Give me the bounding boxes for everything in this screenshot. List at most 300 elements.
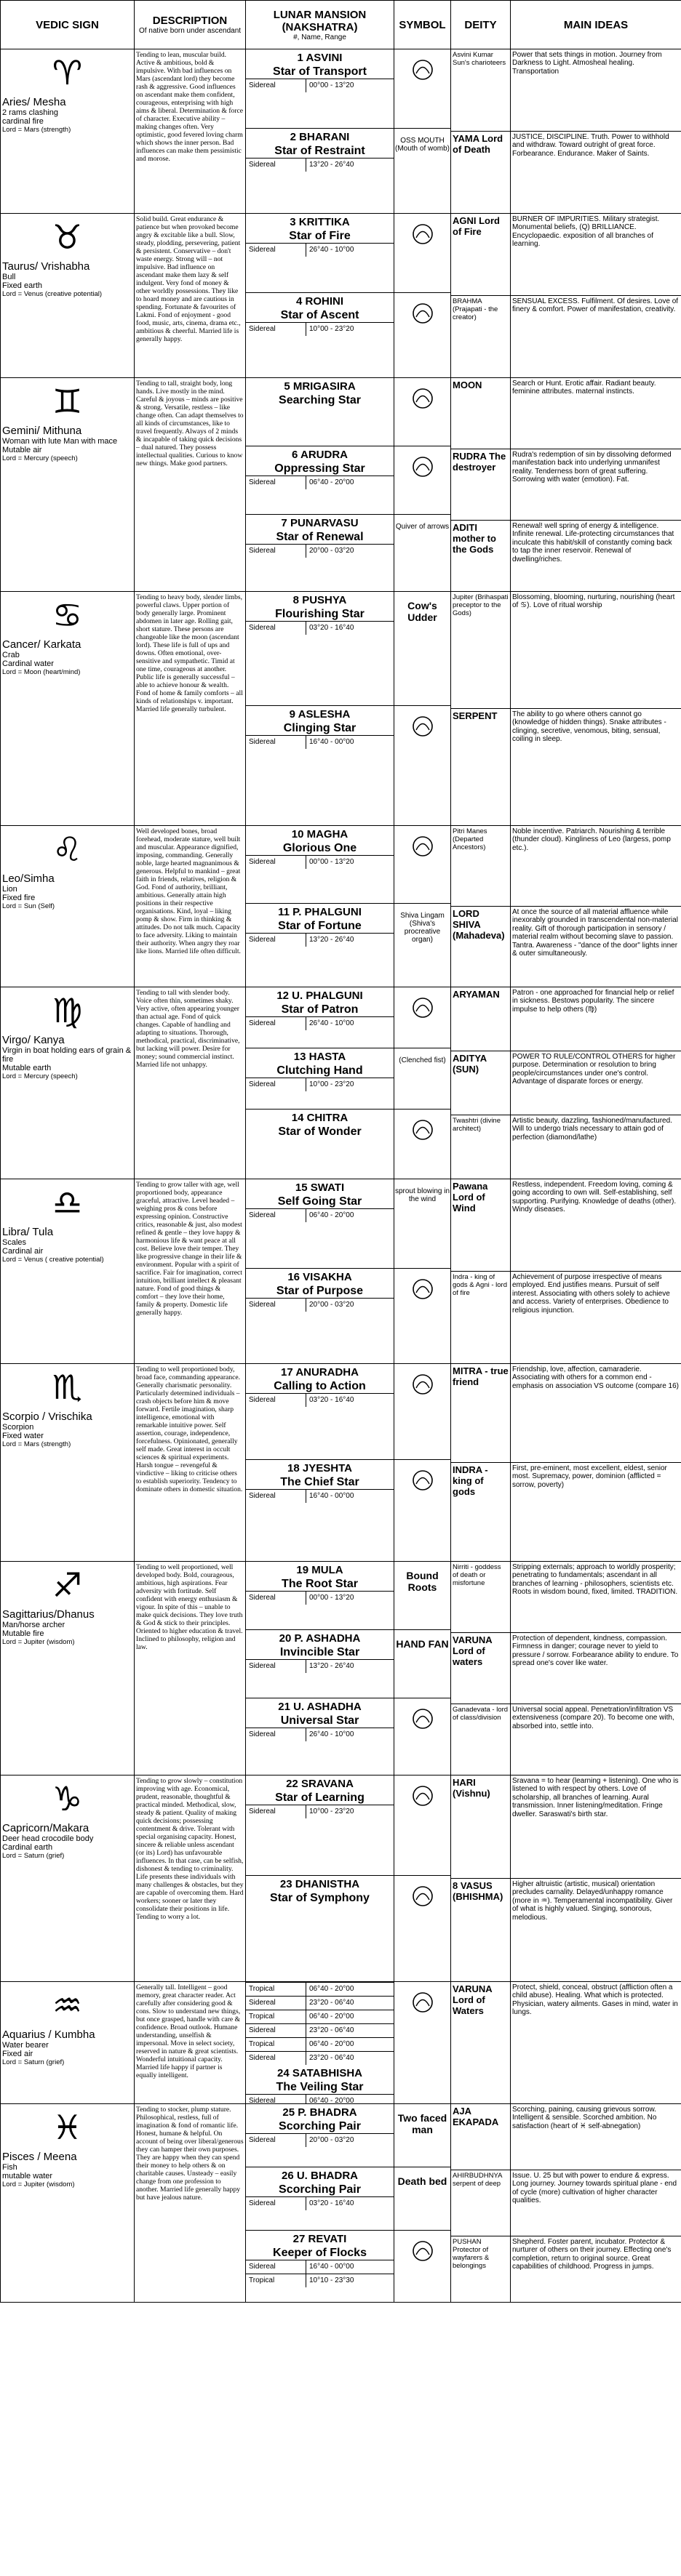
sign-cell xyxy=(1,1364,135,1562)
nakshatra-main-ideas: JUSTICE, DISCIPLINE. Truth. Power to withhold and withdraw. Toward outright of great force. Forbearance. Endurance. Maker of Saints. xyxy=(512,133,669,158)
nakshatra-symbol xyxy=(394,293,450,372)
symbol-cell xyxy=(394,49,451,214)
sign-cell xyxy=(1,214,135,378)
nakshatra-title: Clinging Star xyxy=(283,722,357,734)
nakshatra-name xyxy=(246,2231,394,2246)
nakshatra-deity: MOON xyxy=(451,378,510,449)
sidereal-label: Sidereal xyxy=(246,2024,306,2037)
nakshatra-name xyxy=(246,987,394,1003)
nakshatra-main-ideas: At once the source of all material affluence while inexorably grounded in transcendental non-material reality. Gift of thorough participation in sensory / material realm without becoming slave to passion. Tantra. Awareness - "dance of the door" lights inner & outer simultaneously. xyxy=(512,908,678,958)
main-ideas-cell xyxy=(511,1179,681,1364)
nakshatra-number: 2 xyxy=(290,131,296,143)
tropical-label: Tropical xyxy=(246,2038,306,2051)
nakshatra-symbol xyxy=(394,1460,450,1555)
symbol-drawing-icon xyxy=(394,452,450,483)
deity-cell xyxy=(451,1775,511,1982)
sidereal-value: 06°40 - 20°00 xyxy=(309,2097,354,2104)
nakshatra-deity: PUSHAN Protector of wayfarers & belongings xyxy=(453,2238,490,2270)
symbol-caption: Death bed xyxy=(397,2175,447,2187)
nakshatra-name xyxy=(246,1460,394,1475)
nakshatra-cell xyxy=(246,1179,394,1364)
description-cell: Tending to grow slowly – constitution improving with age. Economical, prudent, reasonable, thoughtful & practical minded. Methodical, slow, steady & patient. Quality of making quick decisions; possessing contentment & drive. Tolerant with special organising capacity. Honest, sincere & reliable unless ascendant (or its) Lord) has unfavourable influences. In that case, can be selfish, dishonest & tending to criminality. Life presents these individuals with many challenges & obstacles, but they are capable of overcoming them. Hard workers; sooner or later they consolidate their positions in life. Tending to worry a lot. xyxy=(135,1775,246,1982)
nakshatra-entry xyxy=(246,987,394,1048)
symbol-caption: Two faced man xyxy=(397,2112,447,2135)
nakshatra-title: The Chief Star xyxy=(280,1476,359,1488)
sidereal-label: Sidereal xyxy=(246,323,306,336)
symbol-drawing-icon xyxy=(394,993,450,1024)
sign-element: Mutable air xyxy=(2,446,42,454)
sidereal-value: 16°40 - 00°00 xyxy=(309,2263,354,2271)
nakshatra-entry xyxy=(246,1775,394,1876)
zodiac-glyph-icon: ♎ xyxy=(52,1184,83,1221)
nakshatra-deity: 8 VASUS (BHISHMA) xyxy=(453,1880,503,1902)
sign-cell xyxy=(1,987,135,1179)
sidereal-label: Sidereal xyxy=(246,1490,306,1503)
sign-name: Gemini/ Mithuna xyxy=(2,425,82,437)
sidereal-value: 13°20 - 26°40 xyxy=(309,936,354,944)
description-cell: Tending to lean, muscular build. Active & ambitious, bold & impulsive. With bad influences on Mars (ascendant lord) they become rash & aggressive. Good influences on ascendant make them confident, courageous, enterprising with high aims & liberal. Determination & force of character. Executive ability – making changes often. Very optimistic, good fevered loving charm which shows the inner person. Bad influences can make them pessimistic and morose. xyxy=(135,49,246,214)
nakshatra-entry xyxy=(246,1630,394,1698)
nakshatra-entry xyxy=(246,1982,394,2104)
nakshatra-deity: HARI (Vishnu) xyxy=(451,1775,510,1879)
nakshatra-deity: LORD SHIVA (Mahadeva) xyxy=(453,908,505,941)
sign-name: Aquarius / Kumbha xyxy=(2,2029,95,2041)
symbol-cell xyxy=(394,826,451,987)
nakshatra-label: ASVINI xyxy=(306,52,343,64)
sign-row xyxy=(1,1562,681,1775)
sign-row xyxy=(1,2104,681,2303)
nakshatra-label: SRAVANA xyxy=(300,1778,354,1790)
deity-cell xyxy=(451,49,511,214)
nakshatra-main-ideas: Restless, independent. Freedom loving, coming & going according to own will. Self-establishing, self supporting. Purifying. Knowledge of deaths (other). Windy diseases. xyxy=(511,1179,681,1272)
nakshatra-deity: AJA EKAPADA xyxy=(451,2104,510,2170)
sign-lord: Lord = Jupiter (wisdom) xyxy=(2,1638,75,1646)
nakshatra-label: U. ASHADHA xyxy=(293,1701,362,1713)
sidereal-label: Sidereal xyxy=(246,622,306,635)
nakshatra-main-ideas: Rudra's redemption of sin by dissolving deformed manifestation back into underlying unmanifest reality. Tenderness born of great suffering. Sorrowing with water (emotion). Fat. xyxy=(511,449,681,521)
header-main-ideas: MAIN IDEAS xyxy=(511,1,681,49)
sidereal-value: 26°40 - 10°00 xyxy=(309,246,354,254)
nakshatra-number: 11 xyxy=(278,906,290,918)
sign-row xyxy=(1,1364,681,1562)
sign-element: Cardinal water xyxy=(2,659,54,668)
sidereal-label: Sidereal xyxy=(246,2134,306,2147)
main-ideas-cell xyxy=(511,1775,681,1982)
sidereal-value: 00°00 - 13°20 xyxy=(309,1594,354,1602)
deity-cell xyxy=(451,378,511,592)
nakshatra-number: 19 xyxy=(296,1564,309,1576)
nakshatra-title: Star of Purpose xyxy=(276,1285,364,1297)
nakshatra-cell xyxy=(246,987,394,1179)
nakshatra-symbol xyxy=(394,1630,450,1698)
nakshatra-main-ideas: Universal social appeal. Penetration/infiltration VS extensiveness (compare 20). To become one with, absorbed into, settle into. xyxy=(512,1706,674,1730)
sign-lord: Lord = Saturn (grief) xyxy=(2,1852,65,1860)
sidereal-range xyxy=(246,1208,394,1222)
nakshatra-number: 7 xyxy=(281,517,287,529)
sign-lord: Lord = Venus ( creative potential) xyxy=(2,1256,104,1264)
nakshatra-name xyxy=(246,214,394,229)
sign-lord: Lord = Sun (Self) xyxy=(2,902,55,910)
nakshatra-main-ideas: Blossoming, blooming, nurturing, nourishing (heart of ♋). Love of ritual worship xyxy=(511,592,681,709)
nakshatra-number: 15 xyxy=(295,1181,308,1194)
tropical-value: 10°10 - 23°30 xyxy=(309,2276,354,2284)
sidereal-label: Sidereal xyxy=(246,545,306,558)
sidereal-range xyxy=(246,1078,394,1091)
description-cell: Tending to tall with slender body. Voice often thin, sometimes shaky. Very active, often appearing younger than actual age. Fond of quick changes. Capable of handling and adapting to situations. Thorough, methodical, practical, discriminative, but lacking will power. Desire for money; sound commercial instinct. Married life not unhappy. xyxy=(135,987,246,1179)
nakshatra-deity: SERPENT xyxy=(453,710,498,721)
zodiac-glyph-icon: ♐ xyxy=(52,1566,83,1604)
sidereal-range xyxy=(246,1728,394,1741)
nakshatra-symbol xyxy=(394,2167,450,2231)
symbol-caption: sprout blowing in the wind xyxy=(394,1187,450,1203)
description-cell: Solid build. Great endurance & patience but when provoked become angry & excitable like a bull. Slow, steady, plodding, persevering, patient & persistent. Conservative – don't waste energy. Strong will – not impulsive. Bad influence on ascendant make them lazy & self indulgent. Very fond of money & other worldly possessions. They like to hoard money and are cautious in spending. Fortunate & favourites of Lakmi. Fond of enjoyment - good food, music, arts, cinema, drama etc., ambitious & cheerful. Married life is generally happy. xyxy=(135,214,246,378)
tropical-label: Tropical xyxy=(246,2274,306,2287)
nakshatra-number: 8 xyxy=(292,594,300,606)
sign-lord: Lord = Venus (creative potential) xyxy=(2,290,103,298)
nakshatra-main-ideas: Protect, shield, conceal, obstruct (affliction often a child abuse). Healing. What which is protected. Physician, watery ailments. Gases in mind, water in lungs. xyxy=(512,1983,678,2017)
symbol-drawing-icon xyxy=(394,1882,450,1913)
nakshatra-number: 5 xyxy=(284,380,290,393)
sign-cell xyxy=(1,1179,135,1364)
nakshatra-deity: Pawana Lord of Wind xyxy=(451,1179,510,1272)
nakshatra-number: 10 xyxy=(291,828,304,840)
nakshatra-number: 13 xyxy=(293,1051,306,1063)
nakshatra-entry xyxy=(246,293,394,372)
nakshatra-title: Searching Star xyxy=(279,394,361,406)
nakshatra-main-ideas: Sravana = to hear (learning + listening). One who is listened to with respect by others. Love of scholarship, all branches of learning. Aural transmission. Inner listening/meditation. Fringe dweller. Saraswati's birth star. xyxy=(511,1775,681,1879)
nakshatra-symbol xyxy=(394,1982,450,2100)
nakshatra-symbol xyxy=(394,1110,450,1170)
nakshatra-name xyxy=(246,49,394,65)
sign-lord: Lord = Moon (heart/mind) xyxy=(2,668,81,676)
sign-row xyxy=(1,1179,681,1364)
symbol-cell xyxy=(394,2104,451,2303)
header-vedic-sign: VEDIC SIGN xyxy=(1,1,135,49)
nakshatra-main-ideas: Noble incentive. Patriarch. Nourishing & terrible (thunder cloud). Kingliness of Leo (largess, pomp etc.). xyxy=(511,826,681,907)
sign-symbol-text: Scales xyxy=(2,1238,27,1247)
nakshatra-number: 25 xyxy=(282,2106,295,2119)
sidereal-label: Sidereal xyxy=(246,2052,306,2065)
symbol-cell xyxy=(394,214,451,378)
sidereal-label: Sidereal xyxy=(246,2260,306,2274)
nakshatra-symbol xyxy=(394,378,450,446)
deity-cell xyxy=(451,826,511,987)
symbol-cell xyxy=(394,1562,451,1775)
sidereal-range xyxy=(246,79,394,92)
nakshatra-title: Calling to Action xyxy=(274,1380,366,1392)
symbol-drawing-icon xyxy=(394,220,450,251)
sign-row xyxy=(1,214,681,378)
nakshatra-symbol xyxy=(394,1775,450,1876)
main-ideas-cell xyxy=(511,826,681,987)
nakshatra-number: 12 xyxy=(276,990,289,1002)
sidereal-value: 10°00 - 23°20 xyxy=(309,325,354,333)
sidereal-range xyxy=(246,476,394,489)
symbol-caption: Quiver of arrows xyxy=(395,523,450,531)
nakshatra-entry xyxy=(246,1876,394,1975)
sidereal-label: Sidereal xyxy=(246,159,306,172)
nakshatra-label: DHANISTHA xyxy=(295,1878,360,1890)
main-ideas-cell xyxy=(511,214,681,378)
nakshatra-cell xyxy=(246,1775,394,1982)
nakshatra-cell xyxy=(246,214,394,378)
sign-symbol-text: Fish xyxy=(2,2163,17,2172)
nakshatra-symbol xyxy=(394,1562,450,1630)
nakshatra-main-ideas: Search or Hunt. Erotic affair. Radiant beauty. feminine attributes. maternal instincts. xyxy=(511,378,681,449)
sign-symbol-text: Deer head crocodile body xyxy=(2,1834,94,1843)
sign-name: Capricorn/Makara xyxy=(2,1822,89,1834)
header-deity: DEITY xyxy=(451,1,511,49)
nakshatra-deity: ADITI mother to the Gods xyxy=(453,522,496,555)
nakshatra-symbol xyxy=(394,515,450,582)
nakshatra-symbol xyxy=(394,2104,450,2167)
tropical-label: Tropical xyxy=(246,1983,306,1996)
nakshatra-label: ASLESHA xyxy=(298,708,351,721)
nakshatra-name xyxy=(246,2065,394,2080)
nakshatra-name xyxy=(246,2104,394,2119)
nakshatra-title: Star of Learning xyxy=(275,1791,365,1804)
sidereal-value: 23°20 - 06°40 xyxy=(309,1999,354,2007)
description-cell: Tending to heavy body, slender limbs, powerful claws. Upper portion of body generally large. Prominent abdomen in later age. Rolling gait, short stature. These persons are changeable like the moon (ascendant lord). These life is full of ups and downs. Often emotional, over-sensitive and sympathetic. Timid at one time, courageous at another. Public life is generally successful – able to achieve honour & wealth. Fond of home & family comforts – all kinds of relationships v. important. Married life generally turbulent. xyxy=(135,592,246,826)
nakshatra-title: Star of Fortune xyxy=(278,920,362,932)
sign-name: Sagittarius/Dhanus xyxy=(2,1608,95,1621)
nakshatra-label: ROHINI xyxy=(305,295,343,308)
nakshatra-name xyxy=(246,378,394,393)
nakshatra-number: 17 xyxy=(281,1366,293,1379)
nakshatra-entry xyxy=(246,129,394,207)
symbol-drawing-icon xyxy=(394,832,450,863)
tropical-range xyxy=(246,2010,394,2023)
sign-symbol-text: Woman with lute Man with mace xyxy=(2,437,118,446)
nakshatra-label: KRITTIKA xyxy=(298,216,350,228)
sidereal-label: Sidereal xyxy=(246,1660,306,1673)
zodiac-glyph-icon: ♉ xyxy=(52,218,83,256)
nakshatra-deity: Indra - king of gods & Agni - lord of fire xyxy=(453,1273,507,1297)
nakshatra-number: 20 xyxy=(279,1632,292,1645)
nakshatra-number: 3 xyxy=(290,216,296,228)
nakshatra-deity: ADITYA (SUN) xyxy=(451,1051,510,1115)
nakshatra-number: 24 xyxy=(277,2067,290,2079)
sign-row xyxy=(1,1775,681,1982)
nakshatra-number: 27 xyxy=(292,2233,306,2245)
nakshatra-deity: YAMA Lord of Death xyxy=(453,133,503,155)
nakshatra-label: PUSHYA xyxy=(302,594,347,606)
symbol-drawing-icon xyxy=(394,1115,450,1147)
nakshatra-name xyxy=(246,1048,394,1064)
deity-cell xyxy=(451,2104,511,2303)
tropical-value: 06°40 - 20°00 xyxy=(309,2013,354,2021)
sidereal-range xyxy=(246,1996,394,2010)
sign-cell xyxy=(1,378,135,592)
symbol-drawing-icon xyxy=(394,1275,450,1306)
sign-name: Cancer/ Karkata xyxy=(2,638,81,651)
sign-row xyxy=(1,378,681,592)
nakshatra-entry xyxy=(246,2167,394,2231)
nakshatra-label: VISAKHA xyxy=(303,1271,352,1283)
sidereal-range xyxy=(246,158,394,172)
sign-symbol-text: Lion xyxy=(2,885,17,894)
nakshatra-symbol xyxy=(394,1698,450,1766)
sign-lord: Lord = Mercury (speech) xyxy=(2,1072,78,1080)
symbol-drawing-icon xyxy=(394,2236,450,2268)
nakshatra-deity: Jupiter (Brihaspati preceptor to the Gods) xyxy=(451,592,510,709)
sidereal-label: Sidereal xyxy=(246,244,306,257)
nakshatra-title: Star of Ascent xyxy=(280,309,359,321)
nakshatra-symbol xyxy=(394,446,450,515)
nakshatra-label: MRIGASIRA xyxy=(292,380,356,393)
sidereal-range xyxy=(246,322,394,336)
nakshatra-name xyxy=(246,706,394,721)
sign-element: Cardinal air xyxy=(2,1247,44,1256)
nakshatra-label: REVATI xyxy=(308,2233,347,2245)
nakshatra-symbol xyxy=(394,49,450,129)
description-cell: Well developed bones, broad forehead, moderate stature, well built and muscular. Appearance dignified, imposing, commanding. Generally noble, large hearted magnanimous & generous. Helpful to mankind – great faith in friends, relatives, religion & God. Fond of authority, brilliant, ambitious. Generally attain high positions in their respective organisations. Kind, loyal – liking pomp & show. Firm in thinking & attitudes. Do not talk much. Capacity to face adversity. Liking to maintain their authority. When angry they roar like lions. Married life often difficult. xyxy=(135,826,246,987)
nakshatra-label: P. PHALGUNI xyxy=(292,906,362,918)
nakshatra-title: Scorching Pair xyxy=(279,2183,361,2196)
nakshatra-label: ANURADHA xyxy=(295,1366,359,1379)
sidereal-range xyxy=(246,735,394,749)
nakshatra-entry xyxy=(246,214,394,293)
nakshatra-title: Star of Patron xyxy=(281,1003,359,1016)
zodiac-glyph-icon: ♒ xyxy=(52,1986,83,2024)
sign-name: Leo/Simha xyxy=(2,872,55,885)
nakshatra-symbol xyxy=(394,1364,450,1460)
sidereal-range xyxy=(246,855,394,869)
sidereal-range xyxy=(246,2023,394,2037)
nakshatra-entry xyxy=(246,592,394,706)
sidereal-value: 00°00 - 13°20 xyxy=(309,858,354,866)
symbol-cell xyxy=(394,987,451,1179)
nakshatra-entry xyxy=(246,515,394,582)
nakshatra-title: Keeper of Flocks xyxy=(273,2247,367,2259)
nakshatra-entry xyxy=(246,2231,394,2293)
header-description: DESCRIPTION Of native born under ascendant xyxy=(135,1,246,49)
sidereal-value: 23°20 - 06°40 xyxy=(309,2026,354,2034)
tropical-range xyxy=(246,2274,394,2287)
nakshatra-name xyxy=(246,1364,394,1379)
sign-row xyxy=(1,826,681,987)
symbol-caption: (Clenched fist) xyxy=(399,1056,446,1064)
sign-element: cardinal fire xyxy=(2,117,44,126)
symbol-caption: Cow's Udder xyxy=(407,600,437,623)
symbol-drawing-icon xyxy=(394,384,450,415)
nakshatra-label: P. BHADRA xyxy=(298,2106,357,2119)
nakshatra-label: P. ASHADHA xyxy=(294,1632,361,1645)
symbol-drawing-icon xyxy=(394,299,450,330)
nakshatra-main-ideas: Shepherd. Foster parent, incubator. Protector & nurturer of others on their journey. Effecting one's completion, return to original source. Great capabilities of childhood. Progress in jumps. xyxy=(512,2238,672,2271)
nakshatra-deity: INDRA - king of gods xyxy=(453,1464,488,1497)
sign-name: Libra/ Tula xyxy=(2,1226,54,1238)
nakshatra-deity: ARYAMAN xyxy=(451,987,510,1051)
nakshatra-symbol xyxy=(394,904,450,981)
main-ideas-cell xyxy=(511,1982,681,2104)
symbol-drawing-icon xyxy=(394,1781,450,1813)
sign-name: Pisces / Meena xyxy=(2,2151,77,2163)
nakshatra-deity: AHIRBUDHNYA serpent of deep xyxy=(451,2170,510,2236)
sidereal-label: Sidereal xyxy=(246,1805,306,1818)
sidereal-value: 06°40 - 20°00 xyxy=(309,478,354,486)
symbol-cell xyxy=(394,1982,451,2104)
nakshatra-symbol xyxy=(394,706,450,819)
nakshatra-label: PUNARVASU xyxy=(290,517,359,529)
nakshatra-deity: Ganadevata - lord of class/division xyxy=(453,1706,509,1722)
nakshatra-entry xyxy=(246,1460,394,1555)
tropical-label: Tropical xyxy=(246,2010,306,2023)
symbol-cell xyxy=(394,1364,451,1562)
deity-cell xyxy=(451,214,511,378)
nakshatra-label: HASTA xyxy=(308,1051,346,1063)
sidereal-label: Sidereal xyxy=(246,1078,306,1091)
nakshatra-main-ideas: The ability to go where others cannot go (knowledge of hidden things). Snake attributes - clinging, secretive, venomous, biting, sensual, coiling in sleep. xyxy=(512,710,666,744)
nakshatra-name xyxy=(246,1876,394,1891)
sidereal-range xyxy=(246,243,394,257)
sidereal-range xyxy=(246,544,394,558)
sidereal-label: Sidereal xyxy=(246,1728,306,1741)
nakshatra-number: 18 xyxy=(287,1462,300,1474)
main-ideas-cell xyxy=(511,592,681,826)
symbol-drawing-icon xyxy=(394,1370,450,1401)
symbol-drawing-icon xyxy=(394,1466,450,1497)
sign-symbol-text: Water bearer xyxy=(2,2041,49,2050)
deity-cell xyxy=(451,592,511,826)
nakshatra-deity: VARUNA Lord of waters xyxy=(451,1633,510,1704)
nakshatra-deity: Nirriti - goddess of death or misfortune xyxy=(451,1562,510,1633)
sidereal-range xyxy=(246,1489,394,1503)
nakshatra-name xyxy=(246,1775,394,1791)
sidereal-label: Sidereal xyxy=(246,79,306,92)
nakshatra-title: The Veiling Star xyxy=(276,2081,364,2093)
sidereal-label: Sidereal xyxy=(246,2197,306,2210)
sign-lord: Lord = Mars (strength) xyxy=(2,1440,71,1448)
description-cell: Tending to grow taller with age, well proportioned body, appearance graceful, attractive. Level headed – weighing pros & cons before expressing opinion. Constructive critics, reasonable & just, also modest refined & gentle – they love happy & harmonious life & want peace at all cost. Believe love their temper. They like progressive change in their life & environment. Popular with a spirit of sacrifice. Fair for imagination, correct intuition, brilliant intellect & pleasant nature. Fond of good things & comfort – they love their home, family & property. Domestic life generally happy. xyxy=(135,1179,246,1364)
sign-row xyxy=(1,1982,681,2104)
sign-cell xyxy=(1,592,135,826)
tropical-value: 06°40 - 20°00 xyxy=(309,2040,354,2048)
sidereal-range xyxy=(246,1591,394,1605)
nakshatra-main-ideas: Higher altruistic (artistic, musical) orientation precludes carnality. Delayed/unhappy romance (more in ♒). Temperamental incompatibility. Giver of what is highly valued. Singing, sonorous, melodious. xyxy=(512,1880,673,1922)
nakshatra-number: 14 xyxy=(291,1112,304,1124)
sidereal-range xyxy=(246,1393,394,1407)
zodiac-glyph-icon: ♊ xyxy=(52,382,83,420)
nakshatra-name xyxy=(246,1110,394,1125)
zodiac-glyph-icon: ♑ xyxy=(52,1780,83,1818)
nakshatra-entry xyxy=(246,1562,394,1630)
zodiac-glyph-icon: ♓ xyxy=(52,2108,83,2146)
deity-cell xyxy=(451,1179,511,1364)
symbol-drawing-icon xyxy=(394,55,450,87)
sidereal-label: Sidereal xyxy=(246,476,306,489)
zodiac-glyph-icon: ♋ xyxy=(52,596,83,634)
sidereal-label: Sidereal xyxy=(246,1997,306,2010)
nakshatra-entry xyxy=(246,904,394,981)
symbol-cell xyxy=(394,1775,451,1982)
sign-element: Fixed fire xyxy=(2,894,36,902)
main-ideas-cell xyxy=(511,378,681,592)
nakshatra-main-ideas: Protection of dependent, kindness, compassion. Firmness in danger; courage never to yield to pressure / sorrow. Forbearance ability to endure. To spread one's cover like water. xyxy=(511,1633,681,1704)
nakshatra-cell xyxy=(246,1562,394,1775)
nakshatra-symbol xyxy=(394,1269,450,1357)
sidereal-label: Sidereal xyxy=(246,2095,306,2104)
sign-lord: Lord = Jupiter (wisdom) xyxy=(2,2180,75,2188)
nakshatra-number: 22 xyxy=(286,1778,298,1790)
nakshatra-label: ARUDRA xyxy=(300,449,348,461)
nakshatra-entry xyxy=(246,1179,394,1269)
sidereal-range xyxy=(246,2260,394,2274)
sidereal-range xyxy=(246,1298,394,1312)
symbol-caption: OSS MOUTH (Mouth of womb) xyxy=(394,137,450,153)
nakshatra-main-ideas: Achievement of purpose irrespective of means employed. End justifies means. Pursuit of self interest. Associating with others solely to achieve and access. Variety of enterprises. Obedience to religious injunction. xyxy=(512,1273,670,1315)
nakshatra-cell xyxy=(246,1364,394,1562)
